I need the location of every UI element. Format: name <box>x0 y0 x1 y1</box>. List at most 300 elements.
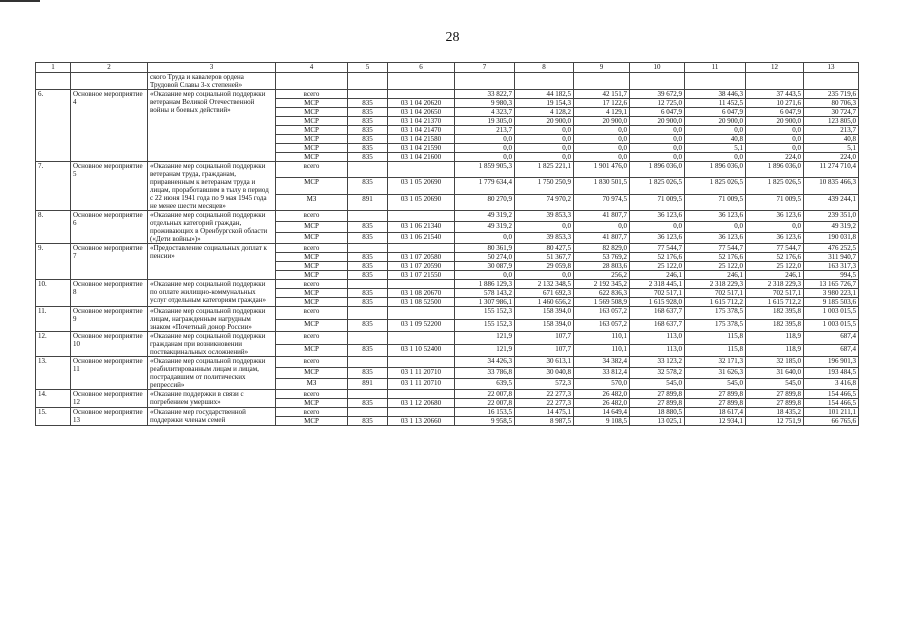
amount-cell: 110,1 <box>574 344 630 357</box>
executor-cell: МСР <box>276 253 348 262</box>
amount-cell: 34 426,3 <box>455 357 515 368</box>
ministry-code-cell <box>348 307 388 320</box>
amount-cell: 36 123,6 <box>630 233 685 244</box>
measure-name: Основное мероприятие 4 <box>71 90 148 162</box>
amount-cell: 0,0 <box>515 135 574 144</box>
budget-code-cell <box>388 332 455 345</box>
executor-cell: всего <box>276 332 348 345</box>
ministry-code-cell: 835 <box>348 222 388 233</box>
amount-cell: 175 378,5 <box>685 319 746 332</box>
budget-code-cell: 03 1 06 21540 <box>388 233 455 244</box>
amount-cell: 687,4 <box>804 332 859 345</box>
column-number: 2 <box>71 63 148 73</box>
budget-code-cell: 03 1 04 21580 <box>388 135 455 144</box>
amount-cell: 118,9 <box>746 332 804 345</box>
budget-code-cell <box>388 390 455 399</box>
amount-cell: 25 122,0 <box>746 262 804 271</box>
executor-cell: МСР <box>276 344 348 357</box>
measure-number: 9. <box>36 244 71 280</box>
amount-cell: 9 108,5 <box>574 417 630 426</box>
ministry-code-cell: 891 <box>348 194 388 210</box>
executor-cell: МСР <box>276 153 348 162</box>
column-number: 11 <box>685 63 746 73</box>
amount-cell: 20 900,0 <box>746 117 804 126</box>
measure-name: Основное мероприятие 6 <box>71 211 148 244</box>
amount-cell: 22 277,3 <box>515 399 574 408</box>
amount-cell: 12 725,0 <box>630 99 685 108</box>
amount-cell: 33 822,7 <box>455 90 515 99</box>
measure-description: «Оказание мер социальной поддержки по оплате жилищно-коммунальных услуг отдельным категориям граждан» <box>148 280 276 307</box>
amount-cell: 19 305,0 <box>455 117 515 126</box>
amount-cell: 49 319,2 <box>804 222 859 233</box>
ministry-code-cell <box>348 162 388 178</box>
column-number: 6 <box>388 63 455 73</box>
amount-cell: 6 047,9 <box>685 108 746 117</box>
amount-cell: 182 395,8 <box>746 307 804 320</box>
table-row <box>36 307 859 320</box>
ministry-code-cell: 835 <box>348 233 388 244</box>
amount-cell: 671 692,3 <box>515 289 574 298</box>
measure-description: «Оказание мер социальной поддержки гражданам при возникновении поствакцинальных осложнений» <box>148 332 276 357</box>
amount-cell: 32 185,0 <box>746 357 804 368</box>
amount-cell: 1 825 026,5 <box>746 178 804 194</box>
amount-cell: 158 394,0 <box>515 319 574 332</box>
column-number: 8 <box>515 63 574 73</box>
amount-cell: 52 176,6 <box>746 253 804 262</box>
amount-cell: 80 706,3 <box>804 99 859 108</box>
amount-cell: 622 836,3 <box>574 289 630 298</box>
amount-cell: 32 171,3 <box>685 357 746 368</box>
amount-cell: 0,0 <box>746 126 804 135</box>
amount-cell: 3 416,8 <box>804 379 859 390</box>
executor-cell: МЗ <box>276 194 348 210</box>
amount-cell: 1 896 036,0 <box>630 162 685 178</box>
amount-cell: 71 009,5 <box>746 194 804 210</box>
budget-code-cell: 03 1 05 20690 <box>388 194 455 210</box>
executor-cell: МСР <box>276 262 348 271</box>
amount-cell: 27 899,8 <box>746 390 804 399</box>
amount-cell: 190 031,8 <box>804 233 859 244</box>
amount-cell: 33 123,2 <box>630 357 685 368</box>
amount-cell: 1 307 986,1 <box>455 298 515 307</box>
budget-code-cell <box>388 211 455 222</box>
amount-cell: 158 394,0 <box>515 307 574 320</box>
amount-cell: 37 443,5 <box>746 90 804 99</box>
amount-cell: 4 323,7 <box>455 108 515 117</box>
amount-cell: 0,0 <box>574 126 630 135</box>
table-row <box>36 211 859 222</box>
measure-description: «Оказание мер социальной поддержки лицам, награжденным нагрудным знаком «Почетный донор России» <box>148 307 276 332</box>
ministry-code-cell <box>348 244 388 253</box>
measure-number: 8. <box>36 211 71 244</box>
amount-cell: 1 569 508,9 <box>574 298 630 307</box>
amount-cell: 224,0 <box>746 153 804 162</box>
amount-cell: 1 003 015,5 <box>804 307 859 320</box>
amount-cell: 30 724,7 <box>804 108 859 117</box>
measure-number: 13. <box>36 357 71 390</box>
amount-cell: 182 395,8 <box>746 319 804 332</box>
amount-cell: 39 853,3 <box>515 233 574 244</box>
amount-cell: 639,5 <box>455 379 515 390</box>
amount-cell: 0,0 <box>746 135 804 144</box>
ministry-code-cell: 835 <box>348 108 388 117</box>
amount-cell: 27 899,8 <box>630 399 685 408</box>
executor-cell: МСР <box>276 271 348 280</box>
table-row <box>36 390 859 399</box>
amount-cell: 26 482,0 <box>574 390 630 399</box>
amount-cell: 3 980 223,1 <box>804 289 859 298</box>
executor-cell: всего <box>276 244 348 253</box>
amount-cell: 22 007,8 <box>455 390 515 399</box>
budget-code-cell: 03 1 11 20710 <box>388 379 455 390</box>
column-number: 5 <box>348 63 388 73</box>
amount-cell: 115,8 <box>685 332 746 345</box>
column-number: 9 <box>574 63 630 73</box>
amount-cell: 0,0 <box>574 222 630 233</box>
amount-cell: 31 640,0 <box>746 368 804 379</box>
amount-cell: 1 825 026,5 <box>630 178 685 194</box>
amount-cell: 80 361,9 <box>455 244 515 253</box>
amount-cell: 1 615 928,0 <box>630 298 685 307</box>
ministry-code-cell: 835 <box>348 135 388 144</box>
ministry-code-cell <box>348 390 388 399</box>
amount-cell: 5,1 <box>685 144 746 153</box>
measure-description: «Оказание мер социальной поддержки ветеранам труда, гражданам, приравненным к ветеранам труда и лицам, проработавшим в тылу в период с 22 июня 1941 года по 9 мая 1945 года не менее шести месяцев» <box>148 162 276 211</box>
continuation-row <box>36 73 859 90</box>
amount-cell: 51 367,7 <box>515 253 574 262</box>
ministry-code-cell: 835 <box>348 262 388 271</box>
ministry-code-cell: 835 <box>348 344 388 357</box>
amount-cell: 476 252,5 <box>804 244 859 253</box>
amount-cell: 168 637,7 <box>630 319 685 332</box>
amount-cell: 11 274 710,4 <box>804 162 859 178</box>
amount-cell: 44 182,5 <box>515 90 574 99</box>
executor-cell: МСР <box>276 126 348 135</box>
amount-cell: 0,0 <box>455 153 515 162</box>
amount-cell: 0,0 <box>574 153 630 162</box>
amount-cell: 213,7 <box>455 126 515 135</box>
budget-code-cell: 03 1 07 20580 <box>388 253 455 262</box>
budget-table <box>35 62 859 426</box>
table-row <box>36 280 859 289</box>
amount-cell: 570,0 <box>574 379 630 390</box>
table-row <box>36 408 859 417</box>
amount-cell: 50 274,0 <box>455 253 515 262</box>
executor-cell: МСР <box>276 117 348 126</box>
ministry-code-cell: 835 <box>348 368 388 379</box>
amount-cell: 1 003 015,5 <box>804 319 859 332</box>
ministry-code-cell: 835 <box>348 399 388 408</box>
amount-cell: 77 544,7 <box>685 244 746 253</box>
amount-cell: 10 271,6 <box>746 99 804 108</box>
amount-cell: 41 807,7 <box>574 211 630 222</box>
amount-cell: 2 318 229,3 <box>746 280 804 289</box>
amount-cell: 9 958,5 <box>455 417 515 426</box>
budget-code-cell <box>388 244 455 253</box>
amount-cell: 239 351,0 <box>804 211 859 222</box>
column-number: 13 <box>804 63 859 73</box>
amount-cell: 1 825 026,5 <box>685 178 746 194</box>
executor-cell: МСР <box>276 319 348 332</box>
table-body <box>36 63 859 426</box>
amount-cell: 39 853,3 <box>515 211 574 222</box>
amount-cell: 155 152,3 <box>455 307 515 320</box>
amount-cell: 12 751,9 <box>746 417 804 426</box>
amount-cell: 1 750 250,9 <box>515 178 574 194</box>
amount-cell: 18 435,2 <box>746 408 804 417</box>
column-number: 3 <box>148 63 276 73</box>
executor-cell: МСР <box>276 108 348 117</box>
column-number: 1 <box>36 63 71 73</box>
amount-cell: 1 830 501,5 <box>574 178 630 194</box>
measure-number: 14. <box>36 390 71 408</box>
executor-cell: МСР <box>276 417 348 426</box>
executor-cell: всего <box>276 357 348 368</box>
budget-code-cell: 03 1 04 20650 <box>388 108 455 117</box>
amount-cell: 11 452,5 <box>685 99 746 108</box>
amount-cell: 53 769,2 <box>574 253 630 262</box>
amount-cell: 1 896 036,0 <box>746 162 804 178</box>
amount-cell: 25 122,0 <box>630 262 685 271</box>
measure-number: 10. <box>36 280 71 307</box>
column-number: 4 <box>276 63 348 73</box>
amount-cell: 2 132 348,5 <box>515 280 574 289</box>
budget-code-cell: 03 1 04 21590 <box>388 144 455 153</box>
amount-cell: 6 047,9 <box>746 108 804 117</box>
executor-cell: МСР <box>276 99 348 108</box>
amount-cell: 0,0 <box>746 144 804 153</box>
amount-cell: 1 901 476,0 <box>574 162 630 178</box>
amount-cell: 0,0 <box>630 135 685 144</box>
amount-cell: 74 970,2 <box>515 194 574 210</box>
amount-cell: 0,0 <box>574 135 630 144</box>
column-number: 10 <box>630 63 685 73</box>
table-row <box>36 244 859 253</box>
amount-cell: 115,8 <box>685 344 746 357</box>
executor-cell: МСР <box>276 368 348 379</box>
amount-cell: 20 900,0 <box>630 117 685 126</box>
amount-cell: 80 427,5 <box>515 244 574 253</box>
budget-code-cell <box>388 307 455 320</box>
measure-name: Основное мероприятие 12 <box>71 390 148 408</box>
amount-cell: 107,7 <box>515 344 574 357</box>
amount-cell: 2 318 229,3 <box>685 280 746 289</box>
amount-cell: 33 812,4 <box>574 368 630 379</box>
measure-description: «Оказание мер социальной поддержки ветеранам Великой Отечественной войны и боевых действий» <box>148 90 276 162</box>
amount-cell: 20 900,0 <box>574 117 630 126</box>
amount-cell: 545,0 <box>685 379 746 390</box>
amount-cell: 0,0 <box>455 135 515 144</box>
amount-cell: 38 446,3 <box>685 90 746 99</box>
ministry-code-cell: 835 <box>348 253 388 262</box>
measure-number: 11. <box>36 307 71 332</box>
amount-cell: 9 980,3 <box>455 99 515 108</box>
amount-cell: 18 617,4 <box>685 408 746 417</box>
budget-code-cell: 03 1 07 20590 <box>388 262 455 271</box>
amount-cell: 1 779 634,4 <box>455 178 515 194</box>
amount-cell: 28 803,6 <box>574 262 630 271</box>
amount-cell: 70 974,5 <box>574 194 630 210</box>
amount-cell: 5,1 <box>804 144 859 153</box>
ministry-code-cell: 835 <box>348 126 388 135</box>
amount-cell: 29 059,8 <box>515 262 574 271</box>
amount-cell: 71 009,5 <box>685 194 746 210</box>
measure-description: «Предоставление социальных доплат к пенсии» <box>148 244 276 280</box>
amount-cell: 224,0 <box>804 153 859 162</box>
amount-cell: 154 466,5 <box>804 399 859 408</box>
budget-code-cell: 03 1 04 21370 <box>388 117 455 126</box>
amount-cell: 439 244,1 <box>804 194 859 210</box>
amount-cell: 1 460 656,2 <box>515 298 574 307</box>
amount-cell: 0,0 <box>746 222 804 233</box>
amount-cell: 154 466,5 <box>804 390 859 399</box>
ministry-code-cell <box>348 332 388 345</box>
amount-cell: 0,0 <box>515 222 574 233</box>
budget-code-cell: 03 1 06 21340 <box>388 222 455 233</box>
amount-cell: 40,8 <box>685 135 746 144</box>
table-row <box>36 162 859 178</box>
amount-cell: 113,0 <box>630 332 685 345</box>
executor-cell: МСР <box>276 289 348 298</box>
amount-cell: 196 901,3 <box>804 357 859 368</box>
amount-cell: 9 185 503,6 <box>804 298 859 307</box>
ministry-code-cell: 835 <box>348 153 388 162</box>
amount-cell: 30 087,9 <box>455 262 515 271</box>
amount-cell: 0,0 <box>515 144 574 153</box>
amount-cell: 121,9 <box>455 344 515 357</box>
amount-cell: 20 900,0 <box>515 117 574 126</box>
executor-cell: МСР <box>276 233 348 244</box>
executor-cell: МСР <box>276 144 348 153</box>
amount-cell: 4 128,2 <box>515 108 574 117</box>
budget-code-cell: 03 1 10 52400 <box>388 344 455 357</box>
amount-cell: 0,0 <box>685 153 746 162</box>
budget-code-cell: 03 1 04 21600 <box>388 153 455 162</box>
budget-code-cell: 03 1 11 20710 <box>388 368 455 379</box>
ministry-code-cell: 835 <box>348 298 388 307</box>
amount-cell: 1 615 712,2 <box>685 298 746 307</box>
amount-cell: 17 122,6 <box>574 99 630 108</box>
amount-cell: 0,0 <box>685 222 746 233</box>
amount-cell: 27 899,8 <box>630 390 685 399</box>
amount-cell: 702 517,1 <box>630 289 685 298</box>
amount-cell: 246,1 <box>746 271 804 280</box>
budget-code-cell: 03 1 05 20690 <box>388 178 455 194</box>
amount-cell: 578 143,2 <box>455 289 515 298</box>
amount-cell: 36 123,6 <box>685 211 746 222</box>
table-row <box>36 332 859 345</box>
amount-cell: 71 009,5 <box>630 194 685 210</box>
amount-cell: 1 859 905,3 <box>455 162 515 178</box>
ministry-code-cell: 835 <box>348 417 388 426</box>
amount-cell: 30 040,8 <box>515 368 574 379</box>
ministry-code-cell <box>348 211 388 222</box>
amount-cell: 0,0 <box>630 126 685 135</box>
amount-cell: 12 934,1 <box>685 417 746 426</box>
amount-cell: 123 805,0 <box>804 117 859 126</box>
ministry-code-cell <box>348 408 388 417</box>
amount-cell: 22 007,8 <box>455 399 515 408</box>
amount-cell: 118,9 <box>746 344 804 357</box>
budget-code-cell: 03 1 13 20660 <box>388 417 455 426</box>
amount-cell: 4 129,1 <box>574 108 630 117</box>
amount-cell: 18 880,5 <box>630 408 685 417</box>
amount-cell: 0,0 <box>515 271 574 280</box>
corner-mark <box>0 0 40 2</box>
amount-cell: 545,0 <box>630 379 685 390</box>
budget-code-cell <box>388 90 455 99</box>
continuation-text: ского Труда и кавалеров ордена Трудовой Славы 3-х степеней» <box>148 73 276 90</box>
measure-description: «Оказание поддержки в связи с погребением умерших» <box>148 390 276 408</box>
amount-cell: 0,0 <box>630 153 685 162</box>
amount-cell: 101 211,1 <box>804 408 859 417</box>
amount-cell: 77 544,7 <box>630 244 685 253</box>
amount-cell: 13 025,1 <box>630 417 685 426</box>
amount-cell: 36 123,6 <box>685 233 746 244</box>
ministry-code-cell: 835 <box>348 319 388 332</box>
amount-cell: 246,1 <box>630 271 685 280</box>
table-row <box>36 90 859 99</box>
amount-cell: 39 672,9 <box>630 90 685 99</box>
amount-cell: 0,0 <box>574 144 630 153</box>
amount-cell: 0,0 <box>685 126 746 135</box>
executor-cell: всего <box>276 162 348 178</box>
amount-cell: 49 319,2 <box>455 222 515 233</box>
executor-cell: МЗ <box>276 379 348 390</box>
amount-cell: 30 613,1 <box>515 357 574 368</box>
amount-cell: 27 899,8 <box>685 399 746 408</box>
amount-cell: 77 544,7 <box>746 244 804 253</box>
amount-cell: 572,3 <box>515 379 574 390</box>
measure-number: 6. <box>36 90 71 162</box>
budget-code-cell: 03 1 08 20670 <box>388 289 455 298</box>
amount-cell: 34 382,4 <box>574 357 630 368</box>
amount-cell: 702 517,1 <box>746 289 804 298</box>
ministry-code-cell: 835 <box>348 99 388 108</box>
measure-name: Основное мероприятие 11 <box>71 357 148 390</box>
amount-cell: 32 578,2 <box>630 368 685 379</box>
ministry-code-cell: 835 <box>348 144 388 153</box>
amount-cell: 26 482,0 <box>574 399 630 408</box>
column-number: 12 <box>746 63 804 73</box>
amount-cell: 14 475,1 <box>515 408 574 417</box>
amount-cell: 1 886 129,3 <box>455 280 515 289</box>
ministry-code-cell <box>348 280 388 289</box>
budget-code-cell: 03 1 08 52500 <box>388 298 455 307</box>
amount-cell: 22 277,3 <box>515 390 574 399</box>
amount-cell: 80 270,9 <box>455 194 515 210</box>
amount-cell: 10 835 466,3 <box>804 178 859 194</box>
amount-cell: 25 122,0 <box>685 262 746 271</box>
amount-cell: 235 719,6 <box>804 90 859 99</box>
amount-cell: 0,0 <box>515 153 574 162</box>
amount-cell: 36 123,6 <box>746 233 804 244</box>
measure-number: 7. <box>36 162 71 211</box>
executor-cell: всего <box>276 408 348 417</box>
executor-cell: всего <box>276 211 348 222</box>
ministry-code-cell: 835 <box>348 271 388 280</box>
measure-description: «Оказание мер социальной поддержки реабилитированным лицам и лицам, пострадавшим от политических репрессий» <box>148 357 276 390</box>
ministry-code-cell: 835 <box>348 178 388 194</box>
executor-cell: МСР <box>276 135 348 144</box>
amount-cell: 49 319,2 <box>455 211 515 222</box>
amount-cell: 31 626,3 <box>685 368 746 379</box>
amount-cell: 163 057,2 <box>574 307 630 320</box>
amount-cell: 193 484,5 <box>804 368 859 379</box>
amount-cell: 0,0 <box>630 144 685 153</box>
amount-cell: 110,1 <box>574 332 630 345</box>
amount-cell: 1 615 712,2 <box>746 298 804 307</box>
